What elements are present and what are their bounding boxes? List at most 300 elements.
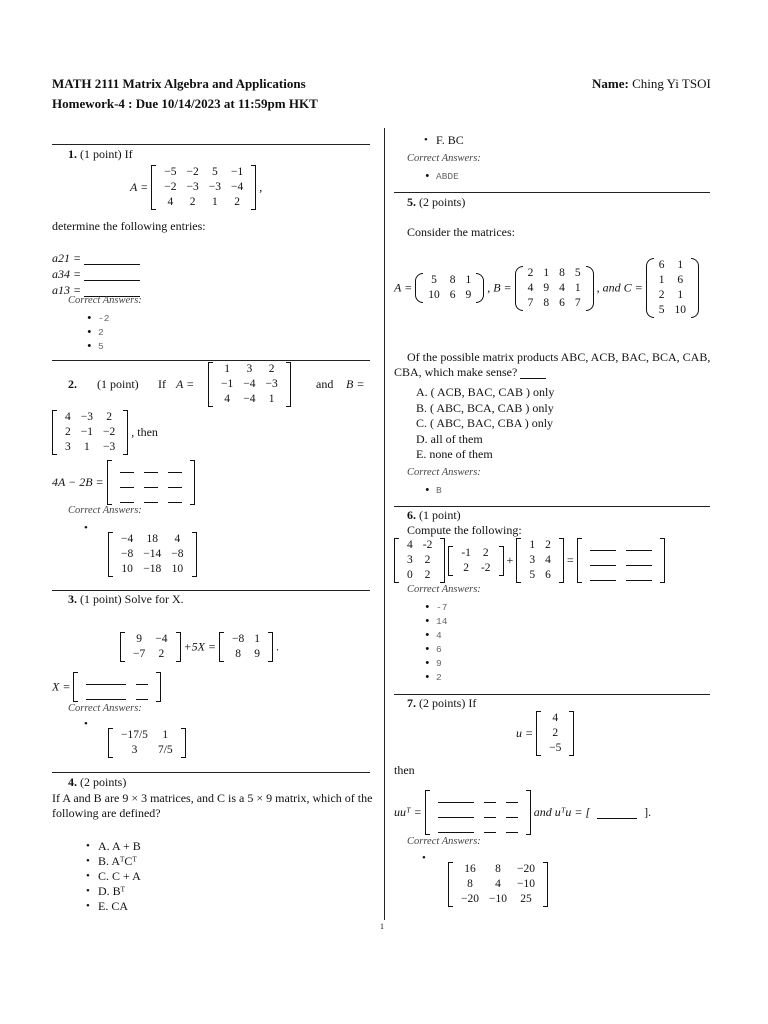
q7-answer-wrap xyxy=(448,862,548,907)
right-bracket xyxy=(190,460,195,505)
left-paren xyxy=(646,258,654,318)
matrix-cell xyxy=(501,820,523,835)
matrix-cell: 5 xyxy=(658,304,665,316)
matrix-cell: 1 xyxy=(211,196,218,208)
matrix-cell xyxy=(621,553,657,568)
q2-rule xyxy=(52,360,370,361)
left-bracket xyxy=(107,460,112,505)
q3-equation xyxy=(120,632,279,662)
q5-b-label: , B = xyxy=(487,280,512,295)
q2-answer-matrix xyxy=(108,532,197,577)
matrix-entry-blank[interactable] xyxy=(144,491,158,503)
matrix-cell: 4 xyxy=(559,281,565,294)
matrix-entry-blank[interactable] xyxy=(438,821,474,833)
right-bracket xyxy=(181,728,186,758)
bullet-icon: • xyxy=(84,522,88,534)
q7-and: and uᵀu = [ xyxy=(533,805,591,819)
q3-answer-wrap xyxy=(108,728,186,758)
matrix-cell: 9 xyxy=(136,633,142,645)
right-bracket xyxy=(660,538,665,583)
matrix-cell xyxy=(115,490,139,505)
matrix-cell: −4 xyxy=(121,533,134,545)
q5-answer-list xyxy=(420,484,442,498)
matrix-cell: 5 xyxy=(529,569,536,581)
matrix-cell: 5 xyxy=(211,166,218,178)
matrix-cell xyxy=(163,460,187,475)
matrix-cell xyxy=(501,805,523,820)
matrix-entry-blank[interactable] xyxy=(590,554,616,566)
name-value: Ching Yi TSOI xyxy=(632,76,711,91)
matrix-entry-blank[interactable] xyxy=(506,806,518,818)
q1-correct-label: Correct Answers: xyxy=(68,295,142,306)
q4-number: 4. xyxy=(68,775,77,789)
matrix-cell: 4 xyxy=(174,533,181,545)
matrix-cell xyxy=(621,568,657,583)
matrix-cell: 5 xyxy=(574,266,581,279)
page-number: 1 xyxy=(380,922,384,931)
q4-option-a: • A. A + B xyxy=(82,839,141,854)
matrix-cell: 2 xyxy=(482,546,489,559)
q4-answer: • ABDE xyxy=(420,170,459,184)
matrix-cell: 4 xyxy=(407,539,413,551)
q2-b-label: B = xyxy=(346,377,365,391)
left-bracket xyxy=(208,362,213,407)
matrix-cell: 2 xyxy=(552,727,559,739)
name-label: Name: xyxy=(592,76,629,91)
matrix-cell: 8 xyxy=(449,274,456,286)
q5-matrix-a xyxy=(415,273,484,303)
matrix-cell: −2 xyxy=(186,166,199,178)
matrix-cell: 9 xyxy=(543,281,550,294)
matrix-cell: 2 xyxy=(424,569,431,581)
matrix-cell: 7 xyxy=(527,296,534,309)
matrix-cell: 2 xyxy=(527,266,534,279)
q5-points: (2 points) xyxy=(419,195,466,209)
q6-plus: + xyxy=(506,553,514,567)
matrix-cell: 3 xyxy=(529,554,536,566)
matrix-cell: 6 xyxy=(677,274,684,286)
matrix-entry-blank[interactable] xyxy=(438,806,474,818)
matrix-cell xyxy=(115,460,139,475)
matrix-cell xyxy=(433,805,479,820)
q4-options xyxy=(82,839,141,914)
q3-correct-label: Correct Answers: xyxy=(68,703,142,714)
matrix-cell: 3 xyxy=(131,744,138,756)
matrix-entry-blank[interactable] xyxy=(484,821,496,833)
matrix-cell: −4 xyxy=(243,378,256,390)
q2-number: 2. xyxy=(68,377,77,391)
q5-option-e[interactable]: E. none of them xyxy=(416,447,493,461)
q5-question-text: Of the possible matrix products ABC, ACB, BAC, BCA, CAB, CBA, which make sense? xyxy=(394,350,711,379)
q2-answer-wrap xyxy=(108,532,197,577)
matrix-cell: 2 xyxy=(545,539,551,551)
q7-utu-blank[interactable] xyxy=(597,807,637,819)
matrix-cell: −17/5 xyxy=(121,729,148,741)
matrix-cell xyxy=(81,687,131,702)
q4-option-d: • D. Bᵀ xyxy=(82,884,141,899)
matrix-cell: 3 xyxy=(407,554,413,566)
matrix-entry-blank[interactable] xyxy=(136,688,148,700)
matrix-cell: 2 xyxy=(658,289,665,301)
homework-title: Homework-4 : Due 10/14/2023 at 11:59pm HKT xyxy=(52,96,318,111)
q2-matrix-a-wrap xyxy=(208,362,291,407)
q3-matrix-2 xyxy=(219,632,273,662)
q1-heading xyxy=(68,147,133,162)
q3-x-row xyxy=(52,672,161,702)
matrix-cell: 6 xyxy=(559,296,565,309)
q4-option-b: • B. AᵀCᵀ xyxy=(82,854,141,869)
matrix-cell: 4 xyxy=(65,411,71,423)
matrix-cell: 7 xyxy=(574,296,581,309)
matrix-cell: −3 xyxy=(208,181,221,193)
right-paren xyxy=(476,273,484,303)
matrix-cell: −4 xyxy=(230,181,244,193)
q6-heading xyxy=(407,508,461,523)
q7-answer-matrix xyxy=(448,862,548,907)
q1-entry-list xyxy=(52,250,140,298)
q5-heading xyxy=(407,195,465,210)
q4-rule xyxy=(52,772,370,773)
matrix-entry-blank[interactable] xyxy=(590,569,616,581)
matrix-cell: 1 xyxy=(529,539,536,551)
q4-answer-list xyxy=(420,170,459,184)
matrix-cell xyxy=(139,490,163,505)
q6-points: (1 point) xyxy=(419,508,461,522)
matrix-cell xyxy=(433,820,479,835)
matrix-cell: 4 xyxy=(167,196,174,208)
q2-and: and xyxy=(316,377,334,391)
matrix-cell xyxy=(139,475,163,490)
matrix-entry-blank[interactable] xyxy=(86,673,126,685)
matrix-entry-blank[interactable] xyxy=(144,476,158,488)
q6-answer: • 2 xyxy=(420,671,447,685)
matrix-entry-blank[interactable] xyxy=(168,461,182,473)
q6-answer: • 14 xyxy=(420,615,447,629)
q2-matrix-a xyxy=(208,362,291,407)
left-bracket xyxy=(219,632,224,662)
q1-entry-blank[interactable] xyxy=(84,269,140,281)
left-bracket xyxy=(516,538,521,583)
q7-uut-label: uuᵀ = xyxy=(394,805,422,819)
q1-matrix-row xyxy=(130,165,262,210)
matrix-cell: 4 xyxy=(552,712,559,724)
matrix-entry-blank[interactable] xyxy=(168,491,182,503)
matrix-cell: −8 xyxy=(232,633,245,645)
matrix-cell: −1 xyxy=(230,166,244,178)
matrix-cell: −18 xyxy=(143,563,162,575)
matrix-entry-blank[interactable] xyxy=(484,806,496,818)
matrix-cell: −5 xyxy=(164,166,177,178)
q2-correct-label: Correct Answers: xyxy=(68,505,142,516)
left-bracket xyxy=(536,711,541,756)
q5-option-a[interactable]: A. ( ACB, BAC, CAB ) only xyxy=(416,385,555,399)
matrix-cell: −2 xyxy=(164,181,177,193)
matrix-cell xyxy=(163,490,187,505)
matrix-cell xyxy=(621,538,657,553)
matrix-cell: -2 xyxy=(480,561,491,574)
left-bracket xyxy=(425,790,430,835)
matrix-cell: 8 xyxy=(467,878,473,890)
q3-dot: . xyxy=(276,639,280,654)
matrix-cell: 5 xyxy=(431,274,437,286)
matrix-cell: 9 xyxy=(254,648,261,660)
matrix-cell: 4 xyxy=(545,554,551,566)
left-bracket xyxy=(108,532,113,577)
matrix-cell: −3 xyxy=(265,378,278,390)
q2-matrix-b-row xyxy=(52,410,158,455)
q4-text: If A and B are 9 × 3 matrices, and C is a 5 × 9 matrix, which of the following are defined? xyxy=(52,791,373,820)
q4-heading xyxy=(68,775,126,790)
matrix-cell: 6 xyxy=(449,289,456,301)
q5-option-d[interactable]: D. all of them xyxy=(416,431,483,446)
q5-answer-blank[interactable] xyxy=(520,367,546,379)
matrix-cell xyxy=(585,553,621,568)
q4-options-cont xyxy=(420,133,464,148)
q3-answer-matrix xyxy=(108,728,186,758)
matrix-cell: −2 xyxy=(103,426,116,438)
right-bracket xyxy=(499,546,504,576)
matrix-cell: 7/5 xyxy=(157,744,173,756)
left-paren xyxy=(515,266,523,311)
q2-expr-row xyxy=(52,460,195,505)
matrix-entry-blank[interactable] xyxy=(136,673,148,685)
q2-if: If xyxy=(158,377,166,391)
matrix-cell: 6 xyxy=(545,569,551,581)
matrix-cell: 2 xyxy=(463,561,470,574)
column-divider xyxy=(384,128,385,920)
q1-matrix-a xyxy=(151,165,256,210)
bullet-icon: • xyxy=(422,852,426,864)
q4-points: (2 points) xyxy=(80,775,127,789)
matrix-cell: 1 xyxy=(465,274,472,286)
q3-number: 3. xyxy=(68,592,77,606)
matrix-cell: −20 xyxy=(517,863,535,875)
matrix-cell: 2 xyxy=(234,196,240,208)
q5-rule xyxy=(394,192,710,193)
matrix-cell: −4 xyxy=(155,633,168,645)
q7-heading xyxy=(407,696,476,711)
q4-option-e: • E. CA xyxy=(82,899,141,914)
matrix-entry-blank[interactable] xyxy=(120,461,134,473)
matrix-cell: 10 xyxy=(171,563,184,575)
left-bracket xyxy=(73,672,78,702)
right-paren xyxy=(691,258,699,318)
q3-plus: +5X = xyxy=(183,639,217,654)
q2-matrix-b xyxy=(52,410,128,455)
matrix-cell: 10 xyxy=(674,304,687,316)
q3-matrix-1 xyxy=(120,632,181,662)
matrix-entry-blank[interactable] xyxy=(484,791,496,803)
q7-rule xyxy=(394,694,710,695)
q5-option-c[interactable]: C. ( ABC, BAC, CBA ) only xyxy=(416,416,554,430)
matrix-cell: −4 xyxy=(243,393,256,405)
right-bracket xyxy=(526,790,531,835)
matrix-cell: 1 xyxy=(224,363,230,375)
q5-matrix-c xyxy=(646,258,699,318)
q5-answer: • B xyxy=(420,484,442,498)
matrix-cell: 4 xyxy=(527,281,534,294)
q2-expr: 4A − 2B = xyxy=(52,475,104,489)
q6-matrix-3 xyxy=(516,538,564,583)
q2-then: , then xyxy=(131,425,158,439)
matrix-cell: 2 xyxy=(106,411,112,423)
bullet-icon: • xyxy=(84,718,88,730)
q5-a-label: A = xyxy=(394,280,413,295)
matrix-entry-blank[interactable] xyxy=(168,476,182,488)
matrix-cell: −8 xyxy=(171,548,184,560)
right-bracket xyxy=(251,165,256,210)
right-bracket xyxy=(286,362,291,407)
q1-number: 1. xyxy=(68,147,77,161)
matrix-cell: 1 xyxy=(84,441,90,453)
q4-option-f: • F. BC xyxy=(420,133,464,148)
matrix-cell: 6 xyxy=(658,259,665,271)
matrix-cell: 2 xyxy=(158,648,165,660)
matrix-cell xyxy=(81,672,131,687)
matrix-cell: 2 xyxy=(268,363,275,375)
course-title: MATH 2111 Matrix Algebra and Applications xyxy=(52,76,306,91)
q6-number: 6. xyxy=(407,508,416,522)
right-bracket xyxy=(176,632,181,662)
q6-answer-blank-matrix[interactable] xyxy=(577,538,665,583)
q3-heading xyxy=(68,592,184,607)
matrix-cell xyxy=(585,538,621,553)
left-bracket xyxy=(108,728,113,758)
q5-c-label: , and C = xyxy=(596,280,643,295)
q1-trail: , xyxy=(259,180,263,194)
left-bracket xyxy=(120,632,125,662)
matrix-entry-blank[interactable] xyxy=(626,554,652,566)
matrix-cell: −10 xyxy=(489,893,507,905)
q1-answer: • 5 xyxy=(82,340,109,354)
matrix-cell: −3 xyxy=(80,411,93,423)
q1-entry-blank[interactable] xyxy=(84,253,140,265)
matrix-cell: 4 xyxy=(224,393,230,405)
q6-answer: • 6 xyxy=(420,643,447,657)
matrix-cell: 4 xyxy=(495,878,501,890)
q6-matrix-2 xyxy=(448,546,503,576)
q1-answer: • 2 xyxy=(82,326,109,340)
q1-answer-list xyxy=(82,312,109,354)
q1-answer: • -2 xyxy=(82,312,109,326)
left-paren xyxy=(415,273,423,303)
q4-correct-label: Correct Answers: xyxy=(407,153,481,164)
q3-x-label: X = xyxy=(52,679,71,694)
matrix-cell: 1 xyxy=(574,281,581,294)
matrix-cell: 0 xyxy=(407,569,413,581)
matrix-cell: 1 xyxy=(268,393,275,405)
matrix-cell: 8 xyxy=(235,648,242,660)
q1-entry-label: a21 = xyxy=(52,251,82,265)
q1-points: (1 point) If xyxy=(80,147,133,161)
q2-heading xyxy=(68,377,77,392)
matrix-entry-blank[interactable] xyxy=(506,791,518,803)
q6-answer: • 9 xyxy=(420,657,447,671)
q6-text: Compute the following: xyxy=(407,523,522,537)
matrix-cell: 3 xyxy=(246,363,253,375)
right-bracket xyxy=(569,711,574,756)
matrix-cell: 16 xyxy=(464,863,476,875)
matrix-cell: 1 xyxy=(658,274,665,286)
matrix-entry-blank[interactable] xyxy=(438,791,474,803)
matrix-cell xyxy=(139,460,163,475)
q7-uut-row xyxy=(394,790,651,835)
q7-u-row xyxy=(516,711,574,756)
matrix-cell: 9 xyxy=(465,289,472,301)
left-bracket xyxy=(52,410,57,455)
matrix-cell: −1 xyxy=(80,426,93,438)
q3-rule xyxy=(52,590,370,591)
q3-text: (1 point) Solve for X. xyxy=(80,592,184,606)
matrix-cell: −8 xyxy=(121,548,134,560)
q1-prompt: determine the following entries: xyxy=(52,219,206,233)
matrix-cell xyxy=(585,568,621,583)
q6-answer: • -7 xyxy=(420,601,447,615)
right-bracket xyxy=(559,538,564,583)
student-name xyxy=(592,76,711,92)
q7-points: (2 points) If xyxy=(419,696,477,710)
matrix-cell: 2 xyxy=(424,554,431,566)
matrix-cell: 1 xyxy=(162,729,169,741)
left-bracket xyxy=(577,538,582,583)
q5-number: 5. xyxy=(407,195,416,209)
right-bracket xyxy=(543,862,548,907)
left-bracket xyxy=(448,546,453,576)
q5-matrices xyxy=(394,258,699,318)
q2-answer-blank-matrix[interactable] xyxy=(107,460,195,505)
q1-rule xyxy=(52,144,370,145)
matrix-entry-blank[interactable] xyxy=(626,569,652,581)
right-bracket xyxy=(268,632,273,662)
q7-then: then xyxy=(394,763,415,777)
right-bracket xyxy=(156,672,161,702)
matrix-entry-blank[interactable] xyxy=(590,539,616,551)
matrix-cell: −3 xyxy=(186,181,199,193)
matrix-cell: −10 xyxy=(517,878,535,890)
matrix-cell: 3 xyxy=(65,441,71,453)
matrix-cell: 18 xyxy=(146,533,158,545)
q6-matrix-1 xyxy=(394,538,445,583)
matrix-entry-blank[interactable] xyxy=(626,539,652,551)
matrix-cell xyxy=(479,820,501,835)
matrix-cell: −14 xyxy=(143,548,162,560)
q7-vector-u xyxy=(536,711,574,756)
matrix-cell: 8 xyxy=(543,296,550,309)
matrix-cell xyxy=(131,687,153,702)
matrix-cell: 8 xyxy=(559,266,565,279)
matrix-entry-blank[interactable] xyxy=(144,461,158,473)
right-paren xyxy=(586,266,594,311)
q6-eq: = xyxy=(566,553,574,567)
q1-a-label: A = xyxy=(130,180,149,194)
left-bracket xyxy=(394,538,399,583)
matrix-entry-blank[interactable] xyxy=(120,491,134,503)
matrix-cell: 2 xyxy=(189,196,196,208)
matrix-entry-blank[interactable] xyxy=(120,476,134,488)
q1-entry-label: a34 = xyxy=(52,267,82,281)
q5-option-b[interactable]: B. ( ABC, BCA, CAB ) only xyxy=(416,400,554,415)
q7-answer-blank-matrix[interactable] xyxy=(425,790,531,835)
q1-entry-label: a13 = xyxy=(52,283,82,297)
matrix-entry-blank[interactable] xyxy=(86,688,126,700)
matrix-entry-blank[interactable] xyxy=(506,821,518,833)
matrix-cell: 1 xyxy=(543,266,550,279)
q2-points: (1 point) xyxy=(97,377,139,391)
q3-answer-blank-matrix[interactable] xyxy=(73,672,161,702)
right-bracket xyxy=(192,532,197,577)
matrix-cell: -1 xyxy=(461,546,471,559)
q5-correct-label: Correct Answers: xyxy=(407,467,481,478)
